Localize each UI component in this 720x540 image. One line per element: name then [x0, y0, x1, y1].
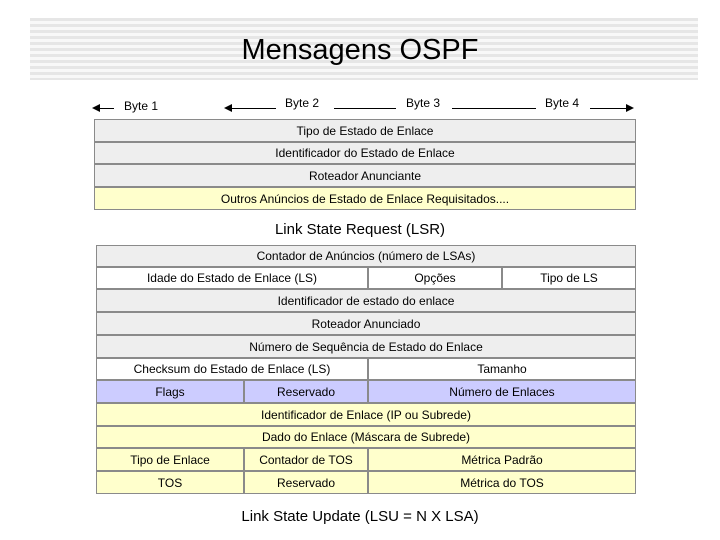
arrow-right-head [626, 104, 634, 112]
lsu-metrica-tos: Métrica do TOS [368, 471, 636, 494]
lsr-outros-anuncios: Outros Anúncios de Estado de Enlace Requisitados.... [94, 187, 636, 210]
lsu-dado-enlace: Dado do Enlace (Máscara de Subrede) [96, 426, 636, 448]
lsu-reservado-2: Reservado [244, 471, 368, 494]
lsu-reservado: Reservado [244, 380, 368, 403]
lsu-num-enlaces: Número de Enlaces [368, 380, 636, 403]
arrow-line-3 [334, 108, 396, 109]
lsu-checksum: Checksum do Estado de Enlace (LS) [96, 358, 368, 380]
lsu-idade: Idade do Estado de Enlace (LS) [96, 267, 368, 289]
lsu-tipo-enlace: Tipo de Enlace [96, 448, 244, 471]
lsu-contador: Contador de Anúncios (número de LSAs) [96, 245, 636, 267]
lsr-roteador: Roteador Anunciante [94, 164, 636, 187]
lsr-tipo-estado: Tipo de Estado de Enlace [94, 119, 636, 142]
lsu-identificador: Identificador de estado do enlace [96, 289, 636, 312]
lsu-tipo-ls: Tipo de LS [502, 267, 636, 289]
lsu-tamanho: Tamanho [368, 358, 636, 380]
lsu-contador-tos: Contador de TOS [244, 448, 368, 471]
lsr-caption: Link State Request (LSR) [274, 221, 446, 238]
lsu-id-enlace: Identificador de Enlace (IP ou Subrede) [96, 403, 636, 426]
lsu-caption: Link State Update (LSU = N X LSA) [241, 508, 479, 525]
arrow-line-4 [452, 108, 536, 109]
byte-3-label: Byte 3 [406, 96, 441, 110]
arrow-line-2 [230, 108, 276, 109]
lsu-opcoes: Opções [368, 267, 502, 289]
lsu-tos: TOS [96, 471, 244, 494]
byte-1-label: Byte 1 [124, 99, 159, 113]
lsu-sequencia: Número de Sequência de Estado do Enlace [96, 335, 636, 358]
lsr-identificador: Identificador do Estado de Enlace [94, 142, 636, 164]
byte-2-label: Byte 2 [285, 96, 320, 110]
lsu-roteador: Roteador Anunciado [96, 312, 636, 335]
byte-4-label: Byte 4 [545, 96, 580, 110]
lsu-flags: Flags [96, 380, 244, 403]
arrow-line-1 [98, 108, 114, 109]
slide-title: Mensagens OSPF [241, 34, 479, 66]
arrow-line-5 [590, 108, 626, 109]
lsu-metrica-padrao: Métrica Padrão [368, 448, 636, 471]
